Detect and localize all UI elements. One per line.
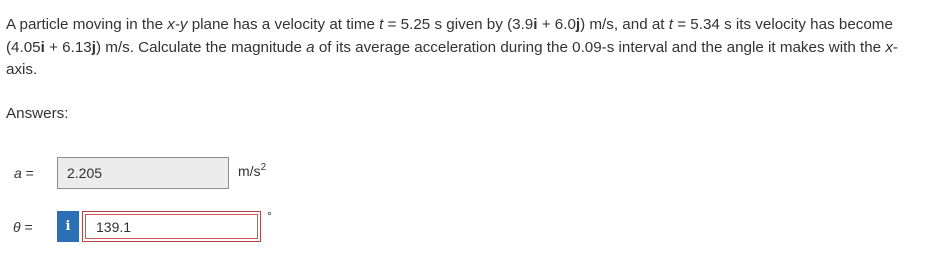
info-icon[interactable]: i	[57, 211, 79, 242]
answer-theta-label: θ =	[13, 219, 33, 235]
answer-theta-input[interactable]	[82, 211, 261, 242]
answer-a-value: 2.205	[67, 165, 103, 181]
answer-a-label: a =	[14, 165, 34, 181]
answer-a-input[interactable]	[57, 157, 229, 189]
answer-theta-value: 139.1	[96, 218, 132, 235]
question-text: A particle moving in the x-y plane has a velocity at time t = 5.25 s given by (3.9i + 6.0j) m/s, and at t = 5.34 s its velocity has become (4.05i + 6.13j) m/s. Calculate the magnitude a of its average acceleration during the 0.09-s interval and the angle it makes with the x-axis.	[6, 16, 898, 78]
answer-theta-field[interactable]	[85, 214, 258, 239]
answer-a-unit: $m/s^2$	[238, 162, 267, 179]
answers-heading: Answers:	[6, 105, 69, 122]
degree-unit: °	[267, 209, 272, 223]
